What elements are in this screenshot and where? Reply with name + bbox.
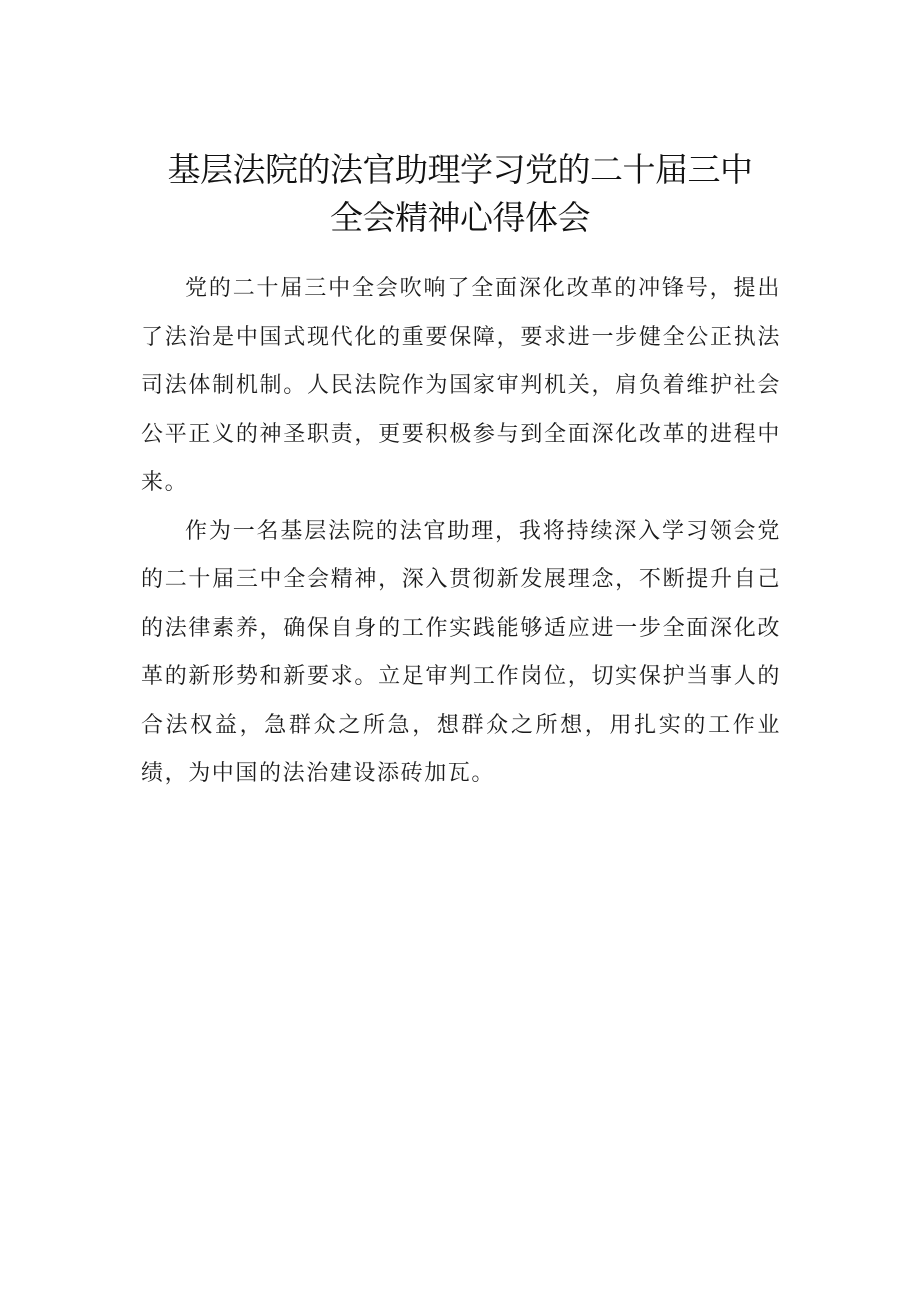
document-body: [141, 265, 781, 799]
title-line-1: 基层法院的法官助理学习党的二十届三中: [167, 150, 753, 189]
paragraph-2: 作为一名基层法院的法官助理，我将持续深入学习领会党的二十届三中全会精神，深入贯彻新发展理念，不断提升自己的法律素养，确保自身的工作实践能够适应进一步全面深化改革的新形势和新要求。立足审判工作岗位，切实保护当事人的合法权益，急群众之所急，想群众之所想，用扎实的工作业绩，为中国的法治建设添砖加瓦。: [141, 518, 781, 786]
title-line-2: 全会精神心得体会: [330, 198, 590, 237]
paragraph-1: 党的二十届三中全会吹响了全面深化改革的冲锋号，提出了法治是中国式现代化的重要保障，要求进一步健全公正执法司法体制机制。人民法院作为国家审判机关，肩负着维护社会公平正义的神圣职责，更要积极参与到全面深化改革的进程中来。: [141, 276, 781, 495]
document-title: [0, 146, 920, 242]
